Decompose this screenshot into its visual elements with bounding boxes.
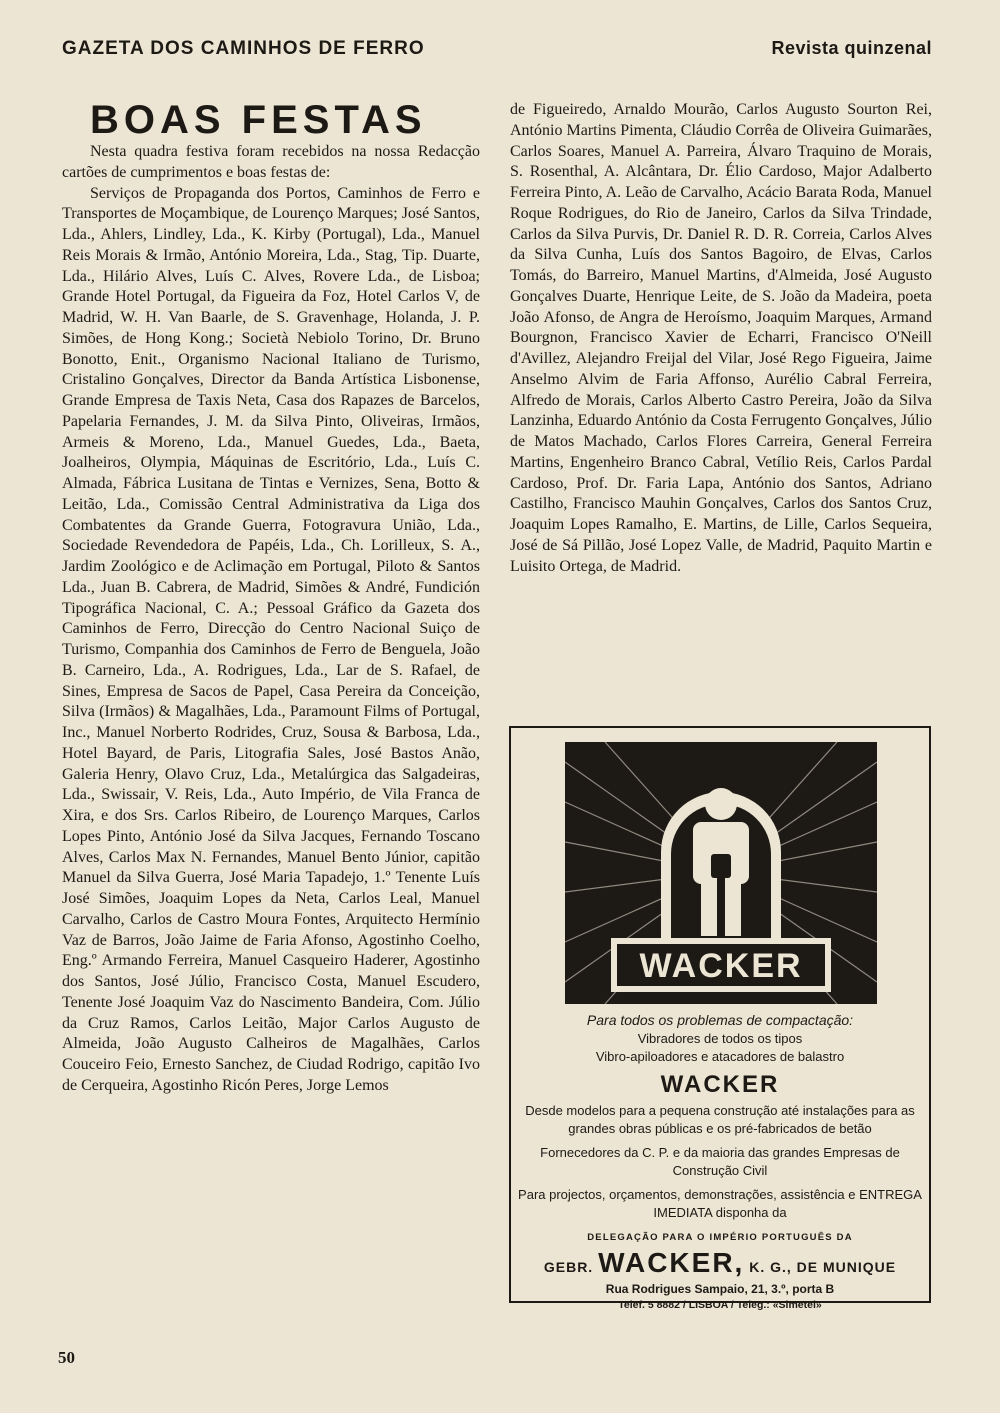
ad-line-fornecedores: Fornecedores da C. P. e da maioria das grandes Empresas de Construção Civil	[540, 1145, 900, 1178]
ad-company-name: WACKER,	[598, 1247, 745, 1278]
article-title: BOAS FESTAS	[90, 98, 427, 142]
ad-company-suffix: K. G., DE MUNIQUE	[749, 1259, 897, 1275]
ad-telephone: Telef. 5 8882 / LISBOA / Teleg.: «Simetel»	[618, 1299, 822, 1311]
ad-line-modelos: Desde modelos para a pequena construção até instalações para as grandes obras públicas e os pré-fabricados de betão	[525, 1103, 915, 1136]
ad-line-projectos: Para projectos, orçamentos, demonstrações, assistência e ENTREGA IMEDIATA disponha da	[518, 1187, 922, 1220]
ad-brand: WACKER	[660, 1071, 780, 1098]
journal-title: GAZETA DOS CAMINHOS DE FERRO	[62, 38, 425, 59]
article-body-right: de Figueiredo, Arnaldo Mourão, Carlos Augusto Sourton Rei, António Martins Pimenta, Cláudio Corrêa de Oliveira Guimarães, Carlos Soares, Manuel A. Parreira, Álvaro Traquino de Morais, S. Rosenthal, A. Alcântara, Dr. Élio Cardoso, Major Adalberto Ferreira Pinto, A. Leão de Carvalho, Acácio Barata Roda, Manuel Roque Rodrigues, do Rio de Janeiro, Carlos da Silva Trindade, Carlos da Silva Purvis, Dr. Daniel R. D. R. Correia, Carlos Alves da Silva Cunha, Luís dos Santos Bagoiro, de Elvas, Carlos Tomás, do Barreiro, Manuel Martins, d'Almeida, José Augusto Gonçalves Duarte, Henrique Leite, de S. João da Madeira, poeta João Afonso, de Angra de Heroísmo, Joaquim Marques, Armand Bourgnon, Francisco Xavier de Echarri, Francisco O'Neill d'Avillez, Alejandro Freijal del Vilar, José Rego Figueira, Jaime Anselmo Alvim de Faria Affonso, Aurélio Cabral Ferreira, Alfredo de Morais, Carlos Alberto Castro Pereira, João da Silva Lanzinha, Eduardo António da Costa Ferrugento Gonçalves, Júlio de Matos Machado, Carlos Flores Carreira, General Ferreira Martins, Engenheiro Branco Cabral, Vetílio Reis, Carlos Pardal Cardoso, Prof. Dr. Faria Lapa, António dos Santos, Adriano Castilho, Francisco Mauhin Gonçalves, Carlos dos Santos Cruz, Joaquim Lopes Ramalho, E. Martins, de Lille, Carlos Sequeira, José de Sá Pillão, José Lopez Valle, de Madrid, Paquito Martin e Luisito Ortega, de Madrid.	[510, 101, 932, 575]
journal-frequency: Revista quinzenal	[771, 38, 932, 58]
wacker-logo-illustration	[565, 742, 877, 1004]
ad-address: Rua Rodrigues Sampaio, 21, 3.º, porta B	[605, 1282, 835, 1296]
ad-copy	[517, 1006, 923, 1313]
article-column-right	[510, 100, 932, 577]
wacker-logo-text: WACKER	[639, 947, 803, 985]
ad-delegation: DELEGAÇÃO PARA O IMPÉRIO PORTUGUÊS DA	[587, 1232, 853, 1243]
ad-line-vibradores: Vibradores de todos os tipos	[637, 1031, 803, 1046]
ad-company-line	[517, 1249, 923, 1281]
ad-tagline: Para todos os problemas de compactação:	[586, 1012, 854, 1028]
ad-line-apiloadores: Vibro-apiloadores e atacadores de balastro	[595, 1049, 845, 1064]
article-body-left: Serviços de Propaganda dos Portos, Caminhos de Ferro e Transportes de Moçambique, de Lourenço Marques; José Santos, Lda., Ahlers, Lindley, Lda., K. Kirby (Portugal), Lda., Manuel Reis Morais & Irmão, António Moreira, Lda., Stag, Tip. Duarte, Lda., Hilário Alves, Luís C. Alves, Rovere Lda., de Lisboa; Grande Hotel Portugal, da Figueira da Foz, Hotel Carlos V, de Madrid, W. H. Van Baarle, de S. Gravenhage, Holanda, J. P. Simões, de Hong Kong.; Società Nebiolo Torino, Dr. Bruno Bonotto, Enit., Organismo Nacional Italiano de Turismo, Cristalino Gonçalves, Director da Banda Artística Lisbonense, Grande Empresa de Taxis Neta, Casa dos Rapazes de Barcelos, Papelaria Fernandes, J. M. da Silva Pinto, Oliveiras, Irmãos, Armeis & Moreno, Lda., Manuel Guedes, Lda., Baeta, Joalheiros, Olympia, Máquinas de Escritório, Lda., Luís C. Almada, Fábrica Lusitana de Tintas e Vernizes, Sena, Botto & Leitão, Lda., Comissão Central Administrativa da Liga dos Combatentes da Grande Guerra, Fotogravura União, Lda., Sociedade Revendedora de Papéis, Lda., Ch. Lorilleux, S. A., Jardim Zoológico e de Aclimação em Portugal, Piloto & Santos Lda., Juan B. Cabrera, de Madrid, Simões & André, Fundición Tipográfica Nacional, C. A.; Pessoal Gráfico da Gazeta dos Caminhos de Ferro, Direcção do Centro Nacional Suiço de Turismo, Companhia dos Caminhos de Ferro de Benguela, João B. Carneiro, Lda., A. Rodrigues, Lda., Lar de S. Rafael, de Sines, Empresa de Sacos de Papel, Casa Pereira da Conceição, Silva (Irmãos) & Magalhães, Lda., Paramount Films of Portugal, Inc., Manuel Norberto Rodrides, Cruz, Sousa & Barbosa, Lda., Hotel Bayard, de Paris, Litografia Sales, José Bastos Anão, Galeria Henry, Olavo Cruz, Lda., Metalúrgica das Salgadeiras, Lda., Swissair, V. Reis, Lda., Auto Império, de Vila Franca de Xira, e dos Srs. Carlos Ribeiro, de Lourenço Marques, Carlos Lopes Pinto, António José da Silva Jacques, Fernando Toscano Alves, Carlos Max N. Fernandes, Manuel Bento Júnior, capitão Manuel da Silva Guerra, José Maria Tapadejo, 1.º Tenente Luís José Simões, Joaquim Lopes da Neta, Carlos Leal, Manuel Carvalho, Carlos de Castro Moura Fontes, Arquitecto Hermínio Vaz de Barros, João Jaime de Faria Afonso, Agostinho Coelho, Eng.º Armando Ferreira, Manuel Casqueiro Haderer, Agostinho dos Santos, José Júlio, Francisco Costa, Manuel Escudero, Tenente José Joaquim Vaz do Nascimento Bandeira, Com. Júlio da Cruz Ramos, Carlos Leitão, Major Carlos Augusto de Almeida, João Augusto Calheiros de Magalhães, Carlos Couceiro Feio, Ernesto Sanchez, de Ciudad Rodrigo, capitão Ivo de Cerqueira, Agostinho Ricón Peres, Jorge Lemos	[62, 184, 480, 1094]
ad-gebr: GEBR.	[543, 1259, 594, 1275]
article-intro: Nesta quadra festiva foram recebidos na nossa Redacção cartões de cumprimentos e boas festas de:	[62, 143, 480, 181]
wacker-advertisement	[509, 726, 931, 1311]
article-column-left	[62, 142, 480, 1097]
page-number: 50	[58, 1348, 75, 1367]
